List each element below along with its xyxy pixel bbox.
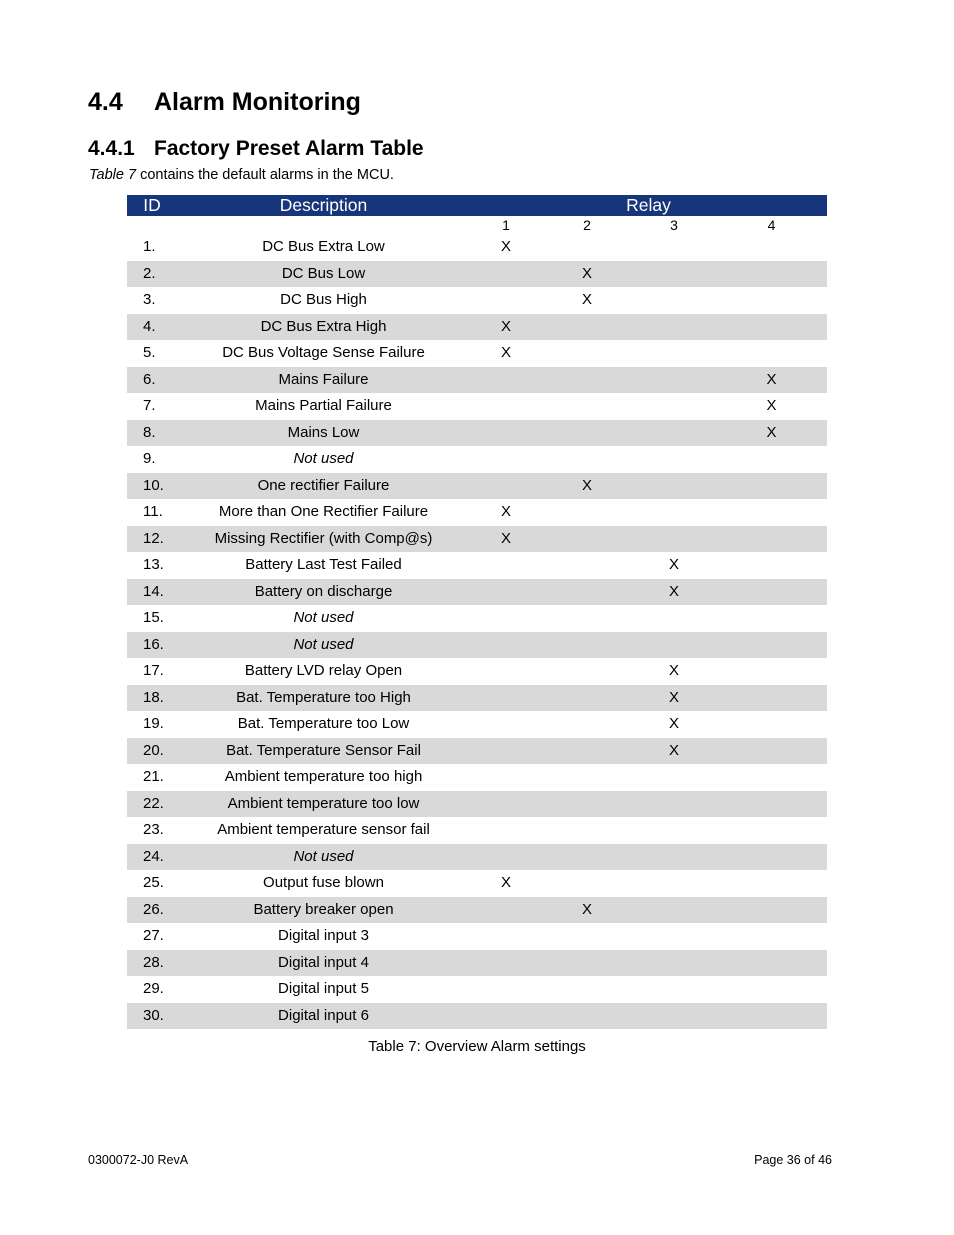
relay-4-mark xyxy=(716,314,827,341)
relay-4-mark xyxy=(716,579,827,606)
table-row xyxy=(127,367,827,394)
alarm-description: One rectifier Failure xyxy=(257,476,390,494)
relay-1-mark xyxy=(470,287,542,314)
table-row xyxy=(127,446,827,473)
table-row xyxy=(127,1003,827,1030)
relay-4-mark xyxy=(716,340,827,367)
header-description: Description xyxy=(177,195,470,216)
relay-1-mark: X xyxy=(500,874,511,892)
relay-4-mark xyxy=(716,923,827,950)
relay-3-mark: X xyxy=(668,662,679,680)
relay-2-mark xyxy=(542,552,632,579)
table-row xyxy=(127,552,827,579)
relay-3-mark xyxy=(632,897,716,924)
relay-4-mark: X xyxy=(766,370,777,388)
header-id: ID xyxy=(127,195,177,216)
alarm-description: Digital input 6 xyxy=(278,1006,369,1024)
relay-4-mark xyxy=(716,552,827,579)
table-row xyxy=(127,473,827,500)
table-row xyxy=(127,923,827,950)
alarm-description: Mains Failure xyxy=(278,370,369,388)
relay-1-mark xyxy=(470,473,542,500)
section-title: Alarm Monitoring xyxy=(154,88,361,116)
alarm-id: 17. xyxy=(143,662,164,680)
relay-4-mark xyxy=(716,950,827,977)
relay-col-1: 1 xyxy=(502,217,510,233)
table-row xyxy=(127,764,827,791)
alarm-id: 30. xyxy=(143,1006,164,1024)
relay-4-mark xyxy=(716,764,827,791)
relay-3-mark: X xyxy=(668,556,679,574)
relay-1-mark xyxy=(470,950,542,977)
relay-2-mark xyxy=(542,367,632,394)
subsection-number: 4.4.1 xyxy=(88,137,135,160)
alarm-description: Bat. Temperature too High xyxy=(236,688,411,706)
relay-3-mark: X xyxy=(668,741,679,759)
relay-3-mark xyxy=(632,791,716,818)
relay-3-mark xyxy=(632,923,716,950)
alarm-description: Digital input 5 xyxy=(278,980,369,998)
footer-page-number: Page 36 of 46 xyxy=(754,1153,832,1167)
table-header-row xyxy=(127,195,827,216)
relay-1-mark xyxy=(470,393,542,420)
relay-1-mark xyxy=(470,817,542,844)
table-row xyxy=(127,870,827,897)
relay-4-mark xyxy=(716,446,827,473)
alarm-description: Output fuse blown xyxy=(263,874,384,892)
alarm-id: 16. xyxy=(143,635,164,653)
alarm-description: Digital input 4 xyxy=(278,953,369,971)
alarm-description: Mains Partial Failure xyxy=(255,397,392,415)
alarm-id: 28. xyxy=(143,953,164,971)
table-caption: Table 7: Overview Alarm settings xyxy=(368,1038,586,1055)
alarm-description: Battery breaker open xyxy=(253,900,394,918)
relay-4-mark xyxy=(716,526,827,553)
alarm-id: 29. xyxy=(143,980,164,998)
relay-1-mark xyxy=(470,1003,542,1030)
relay-4-mark xyxy=(716,473,827,500)
relay-3-mark xyxy=(632,526,716,553)
alarm-id: 10. xyxy=(143,476,164,494)
alarm-id: 14. xyxy=(143,582,164,600)
relay-3-mark xyxy=(632,446,716,473)
relay-1-mark xyxy=(470,632,542,659)
relay-3-mark: X xyxy=(668,688,679,706)
relay-2-mark xyxy=(542,499,632,526)
relay-4-mark xyxy=(716,658,827,685)
relay-3-mark xyxy=(632,605,716,632)
alarm-table xyxy=(127,195,827,1029)
alarm-description: Ambient temperature too high xyxy=(224,768,423,786)
relay-3-mark xyxy=(632,234,716,261)
relay-2-mark xyxy=(542,1003,632,1030)
alarm-id: 1. xyxy=(143,238,156,256)
relay-1-mark xyxy=(470,976,542,1003)
relay-4-mark xyxy=(716,234,827,261)
relay-3-mark xyxy=(632,870,716,897)
footer-doc-id: 0300072-J0 RevA xyxy=(88,1153,189,1167)
relay-1-mark xyxy=(470,791,542,818)
relay-2-mark xyxy=(542,817,632,844)
alarm-id: 27. xyxy=(143,927,164,945)
relay-1-mark xyxy=(470,897,542,924)
relay-4-mark xyxy=(716,287,827,314)
relay-3-mark xyxy=(632,367,716,394)
alarm-id: 21. xyxy=(143,768,164,786)
relay-1-mark: X xyxy=(500,503,511,521)
alarm-description: Not used xyxy=(293,609,354,627)
table-row xyxy=(127,340,827,367)
sub-empty-desc xyxy=(177,216,470,234)
relay-2-mark xyxy=(542,446,632,473)
table-row xyxy=(127,393,827,420)
relay-4-mark xyxy=(716,605,827,632)
relay-1-mark xyxy=(470,261,542,288)
relay-2-mark xyxy=(542,632,632,659)
relay-4-mark xyxy=(716,499,827,526)
relay-2-mark xyxy=(542,393,632,420)
alarm-description: More than One Rectifier Failure xyxy=(218,503,429,521)
relay-4-mark xyxy=(716,711,827,738)
alarm-id: 25. xyxy=(143,874,164,892)
subsection-title: Factory Preset Alarm Table xyxy=(154,137,424,160)
alarm-id: 18. xyxy=(143,688,164,706)
alarm-id: 26. xyxy=(143,900,164,918)
section-heading xyxy=(88,88,361,117)
alarm-description: DC Bus Extra High xyxy=(260,317,387,335)
alarm-table-body xyxy=(127,234,827,1029)
relay-1-mark xyxy=(470,420,542,447)
relay-3-mark xyxy=(632,1003,716,1030)
relay-2-mark: X xyxy=(581,900,592,918)
alarm-description: DC Bus High xyxy=(280,291,367,309)
alarm-id: 20. xyxy=(143,741,164,759)
relay-2-mark xyxy=(542,870,632,897)
relay-4-mark xyxy=(716,738,827,765)
alarm-id: 7. xyxy=(143,397,156,415)
alarm-id: 22. xyxy=(143,794,164,812)
alarm-description: Mains Low xyxy=(287,423,360,441)
alarm-id: 9. xyxy=(143,450,156,468)
relay-2-mark xyxy=(542,605,632,632)
relay-2-mark xyxy=(542,711,632,738)
relay-1-mark xyxy=(470,685,542,712)
sub-empty-id xyxy=(127,216,177,234)
relay-2-mark xyxy=(542,579,632,606)
relay-1-mark xyxy=(470,764,542,791)
intro-text: contains the default alarms in the MCU. xyxy=(136,167,394,183)
table-row xyxy=(127,526,827,553)
alarm-description: Ambient temperature sensor fail xyxy=(217,821,430,839)
section-number: 4.4 xyxy=(88,88,123,116)
alarm-id: 8. xyxy=(143,423,156,441)
alarm-description: Bat. Temperature Sensor Fail xyxy=(226,741,421,759)
relay-1-mark: X xyxy=(500,344,511,362)
relay-4-mark xyxy=(716,976,827,1003)
subsection-heading xyxy=(88,137,424,161)
table-row xyxy=(127,499,827,526)
relay-1-mark xyxy=(470,579,542,606)
relay-1-mark xyxy=(470,658,542,685)
alarm-description: DC Bus Low xyxy=(281,264,366,282)
alarm-description: Not used xyxy=(293,847,354,865)
relay-3-mark xyxy=(632,340,716,367)
alarm-id: 5. xyxy=(143,344,156,362)
relay-2-mark xyxy=(542,791,632,818)
relay-3-mark xyxy=(632,473,716,500)
table-row xyxy=(127,605,827,632)
table-row xyxy=(127,791,827,818)
relay-3-mark xyxy=(632,393,716,420)
relay-1-mark: X xyxy=(500,529,511,547)
relay-3-mark xyxy=(632,976,716,1003)
relay-4-mark xyxy=(716,844,827,871)
alarm-description: Digital input 3 xyxy=(278,927,369,945)
table-row xyxy=(127,287,827,314)
alarm-description: Not used xyxy=(293,635,354,653)
relay-1-mark: X xyxy=(500,238,511,256)
relay-1-mark xyxy=(470,844,542,871)
relay-2-mark xyxy=(542,685,632,712)
relay-2-mark xyxy=(542,234,632,261)
table-row xyxy=(127,658,827,685)
relay-4-mark xyxy=(716,791,827,818)
relay-1-mark xyxy=(470,605,542,632)
relay-3-mark xyxy=(632,844,716,871)
alarm-id: 12. xyxy=(143,529,164,547)
relay-2-mark: X xyxy=(581,291,592,309)
alarm-description: Battery Last Test Failed xyxy=(245,556,402,574)
alarm-id: 15. xyxy=(143,609,164,627)
relay-1-mark xyxy=(470,711,542,738)
header-relay: Relay xyxy=(470,195,827,216)
relay-2-mark xyxy=(542,950,632,977)
relay-2-mark xyxy=(542,738,632,765)
relay-4-mark xyxy=(716,870,827,897)
table-row xyxy=(127,579,827,606)
relay-4-mark xyxy=(716,632,827,659)
relay-4-mark: X xyxy=(766,397,777,415)
relay-3-mark: X xyxy=(668,715,679,733)
relay-number-row xyxy=(127,216,827,234)
relay-1-mark xyxy=(470,923,542,950)
relay-4-mark xyxy=(716,1003,827,1030)
table-row xyxy=(127,314,827,341)
alarm-description: Battery LVD relay Open xyxy=(244,662,403,680)
relay-3-mark xyxy=(632,817,716,844)
relay-4-mark xyxy=(716,685,827,712)
table-row xyxy=(127,897,827,924)
table-row xyxy=(127,738,827,765)
relay-2-mark xyxy=(542,314,632,341)
relay-3-mark: X xyxy=(668,582,679,600)
alarm-id: 19. xyxy=(143,715,164,733)
relay-col-3: 3 xyxy=(670,217,678,233)
table-row xyxy=(127,976,827,1003)
relay-3-mark xyxy=(632,287,716,314)
alarm-description: Missing Rectifier (with Comp@s) xyxy=(214,529,433,547)
relay-1-mark xyxy=(470,552,542,579)
relay-col-2: 2 xyxy=(583,217,591,233)
alarm-description: DC Bus Extra Low xyxy=(262,238,385,256)
relay-3-mark xyxy=(632,764,716,791)
alarm-description: DC Bus Voltage Sense Failure xyxy=(222,344,425,362)
relay-4-mark xyxy=(716,817,827,844)
relay-3-mark xyxy=(632,261,716,288)
relay-2-mark: X xyxy=(581,264,592,282)
alarm-id: 3. xyxy=(143,291,156,309)
intro-paragraph xyxy=(89,167,394,183)
relay-4-mark: X xyxy=(766,423,777,441)
alarm-description: Not used xyxy=(293,450,354,468)
table-row xyxy=(127,950,827,977)
alarm-id: 11. xyxy=(143,503,163,521)
alarm-id: 24. xyxy=(143,847,164,865)
table-row xyxy=(127,261,827,288)
relay-2-mark: X xyxy=(581,476,592,494)
relay-2-mark xyxy=(542,420,632,447)
alarm-description: Bat. Temperature too Low xyxy=(237,715,410,733)
alarm-id: 4. xyxy=(143,317,156,335)
table-row xyxy=(127,817,827,844)
relay-col-4: 4 xyxy=(767,217,776,233)
alarm-description: Ambient temperature too low xyxy=(227,794,420,812)
relay-3-mark xyxy=(632,499,716,526)
relay-2-mark xyxy=(542,976,632,1003)
alarm-id: 2. xyxy=(143,264,156,282)
relay-3-mark xyxy=(632,632,716,659)
table-row xyxy=(127,711,827,738)
relay-3-mark xyxy=(632,950,716,977)
table-row xyxy=(127,420,827,447)
relay-2-mark xyxy=(542,923,632,950)
alarm-id: 13. xyxy=(143,556,164,574)
relay-2-mark xyxy=(542,844,632,871)
relay-4-mark xyxy=(716,897,827,924)
alarm-description: Battery on discharge xyxy=(254,582,393,600)
alarm-id: 23. xyxy=(143,821,164,839)
relay-1-mark xyxy=(470,367,542,394)
relay-1-mark: X xyxy=(500,317,511,335)
table-row xyxy=(127,234,827,261)
table-row xyxy=(127,685,827,712)
table-row xyxy=(127,632,827,659)
relay-4-mark xyxy=(716,261,827,288)
table-row xyxy=(127,844,827,871)
relay-1-mark xyxy=(470,738,542,765)
relay-2-mark xyxy=(542,658,632,685)
alarm-id: 6. xyxy=(143,370,156,388)
relay-2-mark xyxy=(542,340,632,367)
relay-2-mark xyxy=(542,764,632,791)
relay-1-mark xyxy=(470,446,542,473)
relay-3-mark xyxy=(632,314,716,341)
relay-3-mark xyxy=(632,420,716,447)
relay-2-mark xyxy=(542,526,632,553)
table-reference: Table 7 xyxy=(89,167,137,183)
